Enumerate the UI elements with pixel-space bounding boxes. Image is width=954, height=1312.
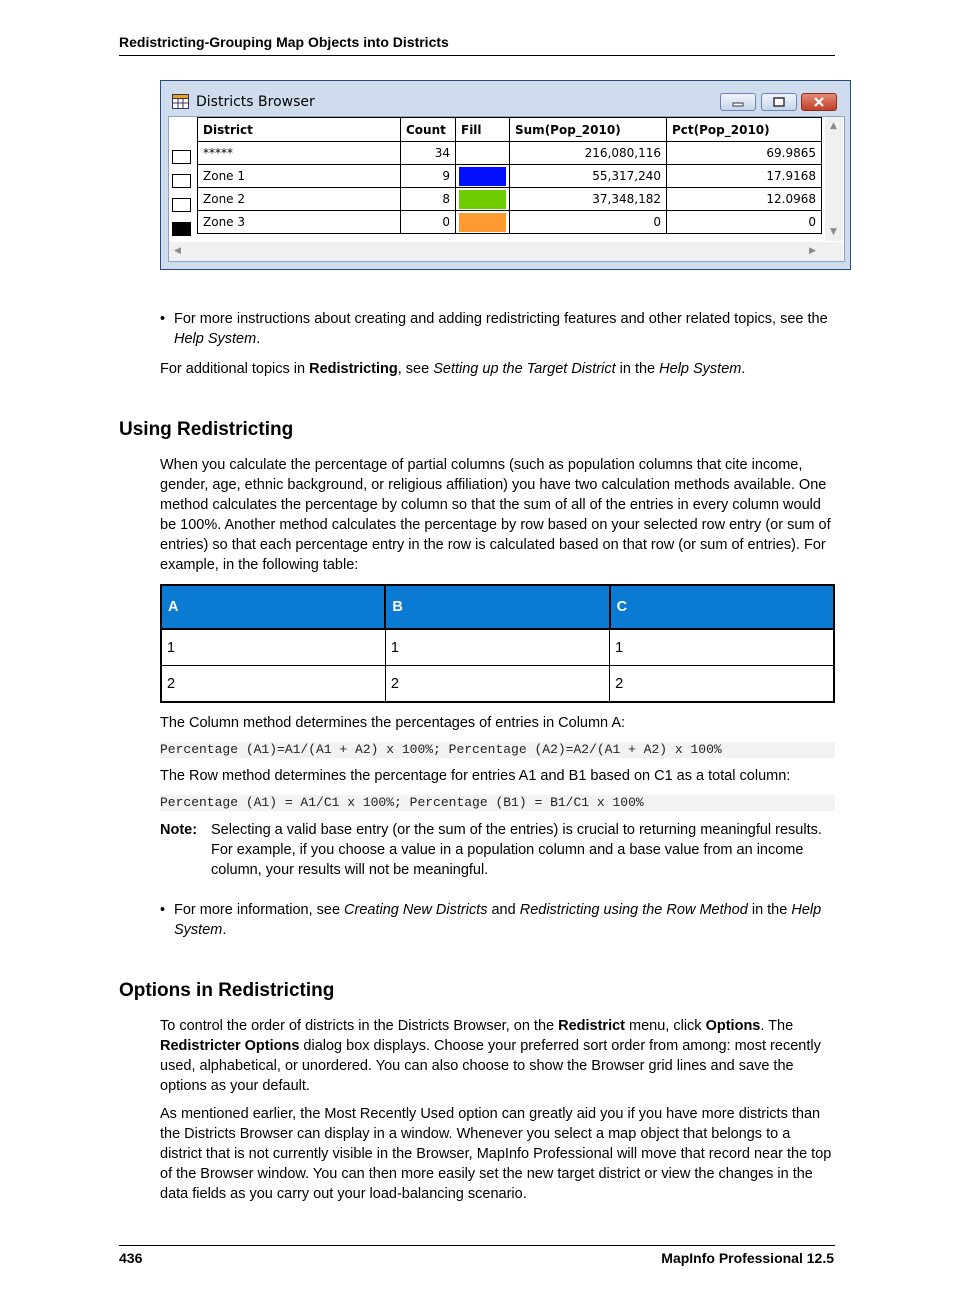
districts-grid xyxy=(197,117,822,234)
table-row[interactable] xyxy=(198,165,822,188)
table-cell: 2 xyxy=(610,666,834,703)
options-paragraph-2: As mentioned earlier, the Most Recently Used option can greatly aid you if you have more districts than the Districts Browser can display in a window. Whenever you select a map object that belongs to a district that is not currently visible in the Browser, MapInfo Professional will move that record near the top of the Browser window. You can then more easily set the new target district or view the changes in the data fields as you carry out your load-balancing scenario. xyxy=(160,1106,832,1202)
bullet-more-info: For more information, see Creating New Districts and Redistricting using the Row Method in the Help System. xyxy=(174,902,822,938)
target-district-ref: Setting up the Target District xyxy=(433,361,616,377)
additional-topics-paragraph: For additional topics in Redistricting, see Setting up the Target District in the Help System. xyxy=(160,361,746,377)
minimize-button[interactable] xyxy=(720,93,756,111)
count-cell[interactable]: 0 xyxy=(401,211,456,234)
col-count[interactable]: Count xyxy=(401,118,456,142)
count-cell[interactable]: 8 xyxy=(401,188,456,211)
col-pct-pop[interactable]: Pct(Pop_2010) xyxy=(667,118,822,142)
horizontal-scrollbar[interactable] xyxy=(169,242,843,261)
section-heading-options: Options in Redistricting xyxy=(119,980,335,1001)
scroll-down-icon[interactable]: ▼ xyxy=(830,227,837,237)
district-cell[interactable]: Zone 3 xyxy=(198,211,401,234)
sum-cell[interactable]: 216,080,116 xyxy=(510,142,667,165)
header-b: B xyxy=(385,585,609,629)
col-fill[interactable]: Fill xyxy=(456,118,510,142)
fill-cell[interactable] xyxy=(456,165,510,188)
row-method-ref: Redistricting using the Row Method xyxy=(519,902,748,918)
sum-cell[interactable]: 55,317,240 xyxy=(510,165,667,188)
col-sum-pop[interactable]: Sum(Pop_2010) xyxy=(510,118,667,142)
help-system-ref: Help System xyxy=(174,331,257,347)
col-district[interactable]: District xyxy=(198,118,401,142)
count-cell[interactable]: 34 xyxy=(401,142,456,165)
table-row[interactable] xyxy=(198,211,822,234)
section-heading-using: Using Redistricting xyxy=(119,419,294,440)
creating-districts-ref: Creating New Districts xyxy=(344,902,488,918)
header-c: C xyxy=(610,585,834,629)
header-a: A xyxy=(161,585,385,629)
row-select-box[interactable] xyxy=(172,222,191,236)
product-name: MapInfo Professional 12.5 xyxy=(661,1250,834,1266)
table-row[interactable] xyxy=(198,188,822,211)
fill-swatch xyxy=(459,213,506,232)
district-cell[interactable]: ***** xyxy=(198,142,401,165)
fill-swatch xyxy=(459,190,506,209)
bullet-marker: • xyxy=(160,902,166,918)
running-header: Redistricting-Grouping Map Objects into Districts xyxy=(119,34,449,50)
pct-cell[interactable]: 17.9168 xyxy=(667,165,822,188)
bullet-help-system: For more instructions about creating and adding redistricting features and other related topics, see the Help System. xyxy=(174,311,828,347)
fill-swatch xyxy=(459,167,506,186)
table-cell: 1 xyxy=(385,629,609,666)
maximize-button[interactable] xyxy=(761,93,797,111)
fill-cell[interactable] xyxy=(456,142,510,165)
row-select-box[interactable] xyxy=(172,174,191,188)
table-cell: 2 xyxy=(161,666,385,703)
fill-cell[interactable] xyxy=(456,211,510,234)
footer-rule xyxy=(119,1245,835,1246)
page-number: 436 xyxy=(119,1250,143,1266)
vertical-scrollbar[interactable] xyxy=(825,117,843,241)
count-cell[interactable]: 9 xyxy=(401,165,456,188)
intro-paragraph: When you calculate the percentage of partial columns (such as population columns that cite income, gender, age, ethnic background, or religious affiliation) you have two calculation methods available. One method calculates the percentage by column so that the sum of all of the entries in every column would be 100%. Another method calculates the percentage by row based on your selected row entry (or sum of entries) so that each percentage entry in the row is calculated based on that row (or sum of entries). For example, in the following table: xyxy=(160,457,831,573)
row-select-box[interactable] xyxy=(172,150,191,164)
district-cell[interactable]: Zone 2 xyxy=(198,188,401,211)
table-cell: 2 xyxy=(385,666,609,703)
pct-cell[interactable]: 12.0968 xyxy=(667,188,822,211)
browser-table-icon xyxy=(172,94,189,109)
scroll-left-icon[interactable]: ◀ xyxy=(174,246,181,256)
bullet-marker: • xyxy=(160,311,166,327)
pct-cell[interactable]: 0 xyxy=(667,211,822,234)
row-select-box[interactable] xyxy=(172,198,191,212)
table-row xyxy=(161,629,834,666)
table-row[interactable] xyxy=(198,142,822,165)
note-label: Note: xyxy=(160,822,198,838)
header-rule xyxy=(119,55,835,56)
pct-cell[interactable]: 69.9865 xyxy=(667,142,822,165)
minimize-icon xyxy=(732,97,744,107)
sum-cell[interactable]: 0 xyxy=(510,211,667,234)
maximize-icon xyxy=(773,97,785,107)
close-button[interactable] xyxy=(801,93,837,111)
scroll-up-icon[interactable]: ▲ xyxy=(830,121,837,131)
scroll-right-icon[interactable]: ▶ xyxy=(809,246,816,256)
column-method-code: Percentage (A1)=A1/(A1 + A2) x 100%; Percentage (A2)=A2/(A1 + A2) x 100% xyxy=(160,742,835,758)
window-title: Districts Browser xyxy=(196,94,315,110)
fill-cell[interactable] xyxy=(456,188,510,211)
sum-cell[interactable]: 37,348,182 xyxy=(510,188,667,211)
note-text: Selecting a valid base entry (or the sum of the entries) is crucial to returning meaningful results. For example, if you choose a value in a population column and a base value from an income column, your results will not be meaningful. xyxy=(211,822,822,878)
example-table xyxy=(160,584,835,703)
table-row xyxy=(161,666,834,703)
district-cell[interactable]: Zone 1 xyxy=(198,165,401,188)
row-method-text: The Row method determines the percentage for entries A1 and B1 based on C1 as a total column: xyxy=(160,768,791,784)
fill-swatch xyxy=(461,144,504,162)
options-paragraph-1: To control the order of districts in the Districts Browser, on the Redistrict menu, click Options. The Redistricter Options dialog box displays. Choose your preferred sort order from among: most recently used, alphabetical, or unordered. You can also choose to show the Browser grid lines and save the options as your default. xyxy=(160,1018,821,1094)
table-cell: 1 xyxy=(610,629,834,666)
row-method-code: Percentage (A1) = A1/C1 x 100%; Percentage (B1) = B1/C1 x 100% xyxy=(160,795,835,811)
close-icon xyxy=(813,97,825,107)
column-method-text: The Column method determines the percentages of entries in Column A: xyxy=(160,715,626,731)
table-cell: 1 xyxy=(161,629,385,666)
